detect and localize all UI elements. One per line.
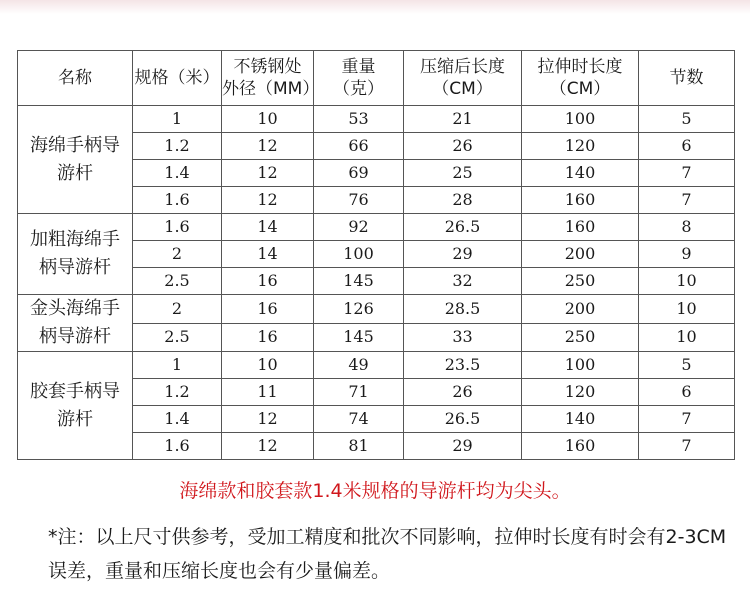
table-cell: 14 bbox=[222, 214, 314, 241]
table-cell: 10 bbox=[222, 106, 314, 133]
table-cell: 12 bbox=[222, 433, 314, 460]
table-cell: 5 bbox=[639, 106, 735, 133]
table-cell: 32 bbox=[404, 268, 522, 295]
table-cell: 76 bbox=[314, 187, 404, 214]
table-cell: 26 bbox=[404, 379, 522, 406]
table-cell: 2.5 bbox=[133, 323, 222, 352]
table-cell: 29 bbox=[404, 433, 522, 460]
table-cell: 26 bbox=[404, 133, 522, 160]
table-cell: 2 bbox=[133, 241, 222, 268]
table-cell: 12 bbox=[222, 133, 314, 160]
table-cell: 29 bbox=[404, 241, 522, 268]
header-text: （CM） bbox=[549, 79, 611, 99]
header-cell bbox=[404, 51, 522, 106]
header-cell bbox=[18, 51, 133, 106]
header-cell bbox=[522, 51, 639, 106]
table-cell: 160 bbox=[522, 214, 639, 241]
header-cell bbox=[314, 51, 404, 106]
table-cell: 26.5 bbox=[404, 406, 522, 433]
table-cell: 74 bbox=[314, 406, 404, 433]
table-cell: 140 bbox=[522, 160, 639, 187]
table-cell: 12 bbox=[222, 187, 314, 214]
table-cell: 6 bbox=[639, 133, 735, 160]
table-cell: 200 bbox=[522, 241, 639, 268]
table-cell: 81 bbox=[314, 433, 404, 460]
table-cell: 16 bbox=[222, 323, 314, 352]
table-cell: 100 bbox=[522, 106, 639, 133]
table-cell: 1.2 bbox=[133, 133, 222, 160]
table-cell: 66 bbox=[314, 133, 404, 160]
table-cell: 10 bbox=[639, 295, 735, 324]
table-cell: 120 bbox=[522, 379, 639, 406]
table-cell: 126 bbox=[314, 295, 404, 324]
table-cell: 16 bbox=[222, 268, 314, 295]
table-cell: 1 bbox=[133, 106, 222, 133]
table-row bbox=[18, 295, 735, 324]
table-cell: 23.5 bbox=[404, 352, 522, 379]
product-name-cell: 金头海绵手柄导游杆 bbox=[18, 295, 133, 352]
product-name-cell: 海绵手柄导游杆 bbox=[18, 106, 133, 214]
table-cell: 100 bbox=[522, 352, 639, 379]
table-cell: 1 bbox=[133, 352, 222, 379]
header-text: （克） bbox=[333, 79, 384, 99]
table-cell: 2.5 bbox=[133, 268, 222, 295]
table-cell: 25 bbox=[404, 160, 522, 187]
table-cell: 16 bbox=[222, 295, 314, 324]
table-cell: 1.2 bbox=[133, 379, 222, 406]
table-cell: 1.6 bbox=[133, 433, 222, 460]
table-cell: 120 bbox=[522, 133, 639, 160]
table-cell: 10 bbox=[639, 323, 735, 352]
table-cell: 49 bbox=[314, 352, 404, 379]
table-cell: 2 bbox=[133, 295, 222, 324]
table-cell: 6 bbox=[639, 379, 735, 406]
table-cell: 7 bbox=[639, 187, 735, 214]
table-row bbox=[18, 352, 735, 379]
product-name-cell: 胶套手柄导游杆 bbox=[18, 352, 133, 460]
table-cell: 8 bbox=[639, 214, 735, 241]
table-cell: 1.4 bbox=[133, 406, 222, 433]
header-text: 拉伸时长度 bbox=[537, 57, 623, 77]
header-text: 节数 bbox=[669, 68, 704, 88]
table-cell: 160 bbox=[522, 187, 639, 214]
header-row bbox=[18, 51, 735, 106]
table-cell: 53 bbox=[314, 106, 404, 133]
header-text: 名称 bbox=[58, 68, 92, 88]
spec-table bbox=[17, 50, 735, 460]
table-cell: 11 bbox=[222, 379, 314, 406]
table-cell: 1.6 bbox=[133, 187, 222, 214]
table-cell: 7 bbox=[639, 160, 735, 187]
table-cell: 100 bbox=[314, 241, 404, 268]
table-cell: 145 bbox=[314, 268, 404, 295]
table-cell: 10 bbox=[639, 268, 735, 295]
table-cell: 250 bbox=[522, 323, 639, 352]
header-text: 外径（MM） bbox=[222, 79, 320, 99]
table-cell: 14 bbox=[222, 241, 314, 268]
spec-table-header bbox=[18, 51, 735, 106]
product-name-cell: 加粗海绵手柄导游杆 bbox=[18, 214, 133, 295]
header-text: 规格（米） bbox=[134, 68, 220, 88]
table-row bbox=[18, 214, 735, 241]
table-cell: 7 bbox=[639, 406, 735, 433]
spec-table-body bbox=[18, 106, 735, 460]
header-cell bbox=[639, 51, 735, 106]
footnote: *注：以上尺寸供参考，受加工精度和批次不同影响，拉伸时长度有时会有2-3CM误差，重量和压缩长度也会有少量偏差。 bbox=[48, 526, 727, 582]
header-text: 重量 bbox=[341, 57, 376, 77]
table-cell: 1.4 bbox=[133, 160, 222, 187]
table-cell: 28 bbox=[404, 187, 522, 214]
top-decor-strip bbox=[0, 0, 750, 14]
table-cell: 200 bbox=[522, 295, 639, 324]
table-cell: 12 bbox=[222, 160, 314, 187]
table-cell: 12 bbox=[222, 406, 314, 433]
table-cell: 33 bbox=[404, 323, 522, 352]
table-cell: 7 bbox=[639, 433, 735, 460]
header-cell bbox=[133, 51, 222, 106]
table-cell: 9 bbox=[639, 241, 735, 268]
pointed-tip-note: 海绵款和胶套款1.4米规格的导游杆均为尖头。 bbox=[179, 480, 571, 502]
header-text: 不锈钢处 bbox=[233, 57, 302, 77]
table-cell: 5 bbox=[639, 352, 735, 379]
table-cell: 21 bbox=[404, 106, 522, 133]
table-cell: 1.6 bbox=[133, 214, 222, 241]
header-text: 压缩后长度 bbox=[420, 57, 505, 77]
table-cell: 71 bbox=[314, 379, 404, 406]
table-cell: 28.5 bbox=[404, 295, 522, 324]
table-cell: 26.5 bbox=[404, 214, 522, 241]
table-cell: 92 bbox=[314, 214, 404, 241]
header-text: （CM） bbox=[432, 79, 493, 99]
table-cell: 160 bbox=[522, 433, 639, 460]
table-cell: 250 bbox=[522, 268, 639, 295]
header-cell bbox=[222, 51, 320, 106]
table-cell: 140 bbox=[522, 406, 639, 433]
table-cell: 69 bbox=[314, 160, 404, 187]
table-cell: 145 bbox=[314, 323, 404, 352]
table-row bbox=[18, 106, 735, 133]
table-cell: 10 bbox=[222, 352, 314, 379]
